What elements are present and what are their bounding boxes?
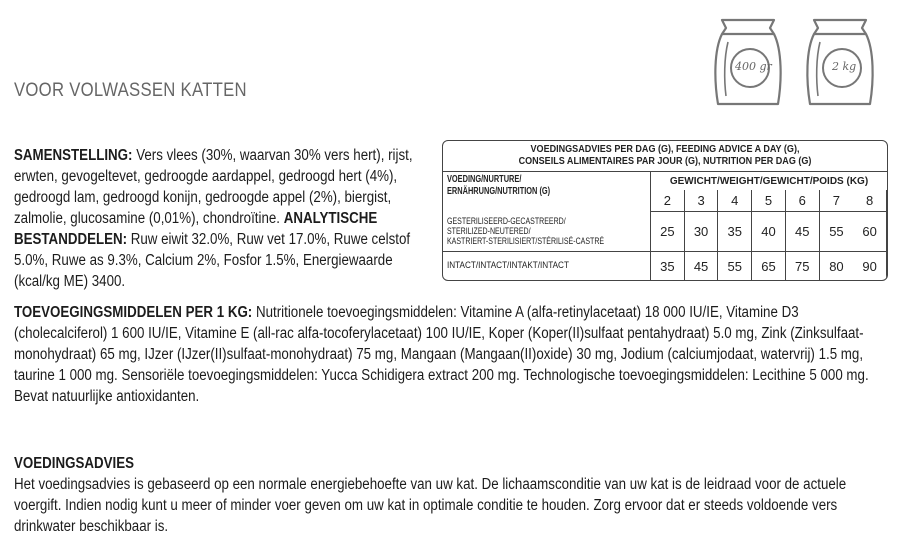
page-heading: VOOR VOLWASSEN KATTEN [14,80,247,101]
bag-size-label: 2 kg [832,60,857,73]
package-size-icons [700,10,890,120]
feeding-table-title [443,141,887,172]
advice-block [14,453,891,537]
row-label-line: STERILIZED-NEUTERED/ [447,225,531,237]
feeding-value-cell: 35 [651,252,685,280]
additives-text: Nutritionele toevoegingsmiddelen: Vitamine A (alfa-retinylacetaat) 18 000 IU/IE, Vitamine D3 (cholecalciferol) 1 600 IU/IE, Vitamine E (all-rac alfa-tocoferylacetaat) 100 IU/IE, Koper (Koper(II)sulfaat pentahydraat) 5.0 mg, Zink (Zinksulfaat-monohydraat) 65 mg, IJzer (IJzer(II)sulfaat-monohydraat) 75 mg, Mangaan (Mangaan(II)oxide) 30 mg, Jodium (calciumjodaat, watervrij) 1.5 mg, taurine 1 000 mg. Sensoriële toevoegingsmiddelen: Yucca Schidigera extract 200 mg. Technologische toevoegingsmiddelen: Lecithine 5 000 mg. Bevat natuurlijke antioxidanten. [14,304,869,405]
row-label-line: INTACT/INTACT/INTAKT/INTACT [447,260,569,271]
weight-cell: 2 [651,190,685,212]
header-line: VOEDING/NURTURE/ [447,174,522,185]
feeding-table-title-line: VOEDINGSADVIES PER DAG (G), FEEDING ADVICE A DAY (G), [530,143,800,155]
feeding-value-cell: 25 [651,212,685,252]
food-bag-icon [708,10,788,115]
food-bag-icon [800,10,880,115]
weight-cell: 3 [685,190,719,212]
feeding-value-cell: 35 [718,212,752,252]
advice-title: VOEDINGSADVIES [14,455,134,472]
feeding-column-header [443,172,651,212]
analytic-text: Ruw eiwit 32.0%, Ruw vet 17.0%, Ruwe celstof 5.0%, Ruwe as 9.3%, Calcium 2%, Fosfor 1.5%, Energiewaarde (kcal/kg ME) 3400. [14,231,411,290]
feeding-table [442,140,888,281]
feeding-table-title-line: CONSEILS ALIMENTAIRES PAR JOUR (G), NUTRITION PER DAG (G) [518,155,812,167]
feeding-value-cell: 55 [820,212,854,252]
composition-block [14,145,427,292]
weight-cell: 5 [752,190,786,212]
additives-block [14,302,891,407]
composition-label: SAMENSTELLING: [14,147,133,164]
additives-label: TOEVOEGINGSMIDDELEN PER 1 KG: [14,304,253,321]
feeding-value-cell: 40 [752,212,786,252]
composition-text: Vers vlees (30%, waarvan 30% vers hert), rijst, erwten, gevogeltevet, gedroogde aardappel, gedroogd hert (4%), gedroogd lam, gedroogd konijn, gedroogde appel (2%), biergist, zalmolie, glucosamine (0,01%), chondroïtine. [14,147,413,227]
row-label-line: GESTERILISEERD-GECASTREERD/ [447,215,566,227]
bag-size-label: 400 gr [735,60,772,73]
feeding-value-cell: 30 [685,212,719,252]
weight-column-header: GEWICHT/WEIGHT/GEWICHT/POIDS (KG) [669,175,869,187]
weight-cell: 4 [718,190,752,212]
weight-cell: 8 [853,190,887,212]
analytic-label: ANALYTISCHE BESTANDDELEN: [14,210,378,248]
advice-text: Het voedingsadvies is gebaseerd op een normale energiebehoefte van uw kat. De lichaamsconditie van uw kat is de leidraad voor de actuele voergift. Indien nodig kunt u meer of minder voer geven om uw kat in optimale conditie te houden. Zorg ervoor dat er steeds voldoende vers drinkwater beschikbaar is. [14,476,847,535]
row-label-sterilized [443,212,651,252]
feeding-value-cell: 55 [718,252,752,280]
feeding-value-cell: 90 [853,252,887,280]
feeding-value-cell: 45 [786,212,820,252]
feeding-value-cell: 75 [786,252,820,280]
feeding-value-cell: 60 [853,212,887,252]
feeding-value-cell: 80 [829,258,844,274]
row-label-intact [443,252,651,280]
feeding-table-grid [443,172,887,280]
row-label-line: KASTRIERT-STERILISIERT/STÉRILISÉ-CASTRÉ [447,235,605,247]
feeding-value-cell: 45 [685,252,719,280]
weight-cell: 7 [820,190,854,212]
weight-cell: 6 [786,190,820,212]
feeding-value-cell: 65 [752,252,786,280]
header-line: ERNÄHRUNG/NUTRITION (G) [447,186,551,197]
